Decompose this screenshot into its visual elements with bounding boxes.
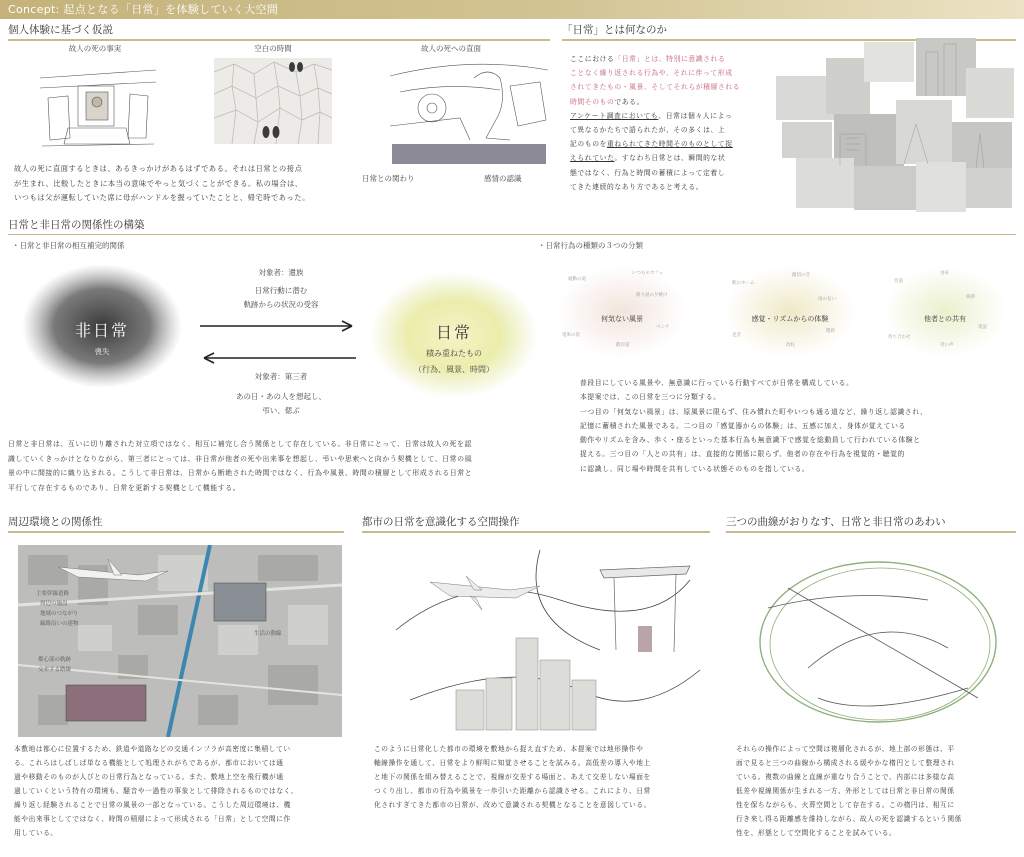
arrow-top-line1: 日常行動に潜む <box>254 286 308 295</box>
spatial-op-body: このように日常化した都市の環境を敷地から捉え直すため、本提案では地形操作や 軸線操作を通して、日常をより鮮明に知覚させることを試みる。高低差の導入や地上 と地下の関係を組み替えることで、視線が交差する場面と、あえて交差しない場面を つくり出し、都市の行為や風景を一歩引いた距離から認識させる。これにより、日常 化されすぎてきた都市の日常が、改めて意識される契機となることを意図している。 <box>374 745 651 809</box>
arrow-bottom-line2: 弔い、偲ぶ <box>262 406 300 415</box>
arrow-bottom-line1: あの日・あの人を想起し、 <box>236 392 326 401</box>
caption-death-fact: 故人の死の事実 <box>68 44 122 53</box>
arrow-top-line2: 軌跡からの状況の受容 <box>243 300 319 309</box>
hinichijou-label: 非日常 <box>74 321 129 340</box>
caption-blank-time: 空白の時間 <box>254 44 292 53</box>
nichijou-label: 日常 <box>435 323 472 342</box>
cloud-sensation: 駅のホーム 踏切の音 雨の匂い 足音 改札 階段 <box>722 262 858 362</box>
section-title-spatial-op: 都市の日常を意識化する空間操作 <box>362 515 710 533</box>
sketch-altar <box>38 58 158 150</box>
photo-collage <box>776 38 1014 216</box>
aerial-map: 主要幹線道路 周辺の施設 地域のつながり 線路沿いの建物 都心部の軌跡 交差する路線 生活の動線 <box>18 545 342 737</box>
nichijou-sub1: 積み重ねたもの <box>426 349 482 358</box>
section-title-personal: 個人体験に基づく仮説 <box>8 23 550 41</box>
nichijou-sub2: （行為、風景、時間） <box>414 365 494 374</box>
three-curves-sketch <box>748 548 1010 732</box>
relation-body: 日常と非日常は、互いに切り離された対立項ではなく、相互に補完し合う関係として存在している。非日常にとって、日常は故人の死を認 識していくきっかけとなりながら、第三者にとっては、非日常が他者の死や出来事を想起し、弔いや思索へと向かう契機として、日常の風 景の中に間接的に織り込まれる。こうして非日常は、日常から断絶された時間ではなく、行為や風景、時間の積層として形成される日常と 平行して存在するものであり、日常を更新する契機として機能する。 <box>8 440 473 492</box>
label-emotion-recognition: 感情の認識 <box>484 174 522 183</box>
concept-banner: Concept: 起点となる「日常」を体験していく大空間 <box>0 0 1024 19</box>
sketch-car-interior <box>390 56 548 164</box>
subtitle-three-types: ・日常行為の種類の３つの分類 <box>538 241 643 250</box>
spatial-sketch <box>390 540 710 736</box>
three-curves-body: それらの操作によって空間は複層化されるが、地上部の形態は、平 面で見ると三つの曲線から構成される緩やかな楕円として整理され ている。複数の曲線と直線が重なり合うことで、内部には多様な高 低差や視線関係が生まれる一方、外形としては日常と非日常の関係 性を保ちながらも、火葬空間として存在する。この楕円は、相互に 行き来し得る距離感を維持しながら、故人の死を認識するという関係 性を、形態として空間化することを試みている。 <box>736 745 962 837</box>
caption-facing-death: 故人の死への直面 <box>421 44 481 53</box>
cloud-label-sharing: 他者との共有 <box>924 315 966 323</box>
nichijou-body: ここにおける「日常」とは、特別に意識される ことなく繰り返される行為や、それに伴って形成 されてきたもの・風景、そしてそれらが積層される 時間そのものである。 アンケート調査においても、日常は個々人によっ て異なるかたちで語られたが、その多くは、上 記のものを重ねられてきた時間そのものとして捉 えられていた。すなわち日常とは、瞬間的な状 態ではなく、行為と時間の蓄積によって定着し てきた連続的なあり方であると考える。 <box>570 55 741 191</box>
section-title-relation: 日常と非日常の関係性の構築 <box>8 218 1016 235</box>
section-title-three-curves: 三つの曲線がおりなす、日常と非日常のあわい <box>726 515 1016 533</box>
arrow-top-target: 対象者：遺族 <box>258 268 304 277</box>
hinichijou-sub: 喪失 <box>94 347 110 356</box>
cloud-scenery: 通勤の道 いつものカフェ 帰り道の夕焼け 電車の窓 散歩道 ベンチ <box>556 262 688 362</box>
section-title-surroundings: 周辺環境との関係性 <box>8 515 344 533</box>
arrow-bottom-target: 対象者：第三者 <box>254 372 308 381</box>
double-arrows <box>196 318 360 368</box>
section-title-nichijou: 「日常」とは何なのか <box>562 23 1016 41</box>
cloud-sharing: 会話 食卓 挨拶 待ち合わせ 笑い声 電話 <box>880 262 1010 362</box>
surroundings-body: 本敷地は都心に位置するため、鉄道や道路などの交通インフラが高密度に集積してい る。これらはしばしば単なる機能として処理されがちであるが、都市においては通 過や移動そのものが人びとの日常行為となっている。また、敷地上空を飛行機が通 過していくという特有の環境も、騒音や一過性の事象として排除されるものではなく、 繰り返し経験されることで日常の風景の一部となっている。こうした周辺環境は、機 能や出来事としてではなく、時間の積層によって形成される「日常」として空間に作 用している。 <box>14 745 299 837</box>
cloud-label-sensation: 感覚・リズムからの体験 <box>751 315 829 323</box>
subtitle-complementary: ・日常と非日常の相互補完的関係 <box>12 241 125 250</box>
personal-body: 故人の死に直面するときは、あるきっかけがあるはずである。それは日常との接点 が生まれ、比較したときに本当の意味でやっと気づくことができる。私の場合は、 いつもは父が運転していた席に母がハンドルを握っていたことと、帰宅時であった。 <box>14 164 310 202</box>
cloud-label-scenery: 何気ない風景 <box>601 315 643 323</box>
three-types-body: 普段目にしている風景や、無意識に行っている行動すべてが日常を構成している。 本提案では、この日常を三つに分類する。 一つ目の「何気ない風景」は、原風景に限らず、住み慣れた町やいつも通る道など、繰り返し認識され、 記憶に蓄積された風景である。二つ目の「感覚器からの体験」は、五感に加え、身体が覚えている 動作やリズムを含み、歩く・座るといった基本行為も無意識下で感覚を総動員して行われている体験と 捉える。三つ目の「人との共有」は、直接的な関係に限らず、他者の存在や行為を視覚的・聴覚的 に認識し、同じ場や時間を共有している状態そのものを指している。 <box>580 379 928 473</box>
sketch-tile-floor <box>214 58 332 144</box>
label-daily-relation: 日常との関わり <box>362 174 415 183</box>
